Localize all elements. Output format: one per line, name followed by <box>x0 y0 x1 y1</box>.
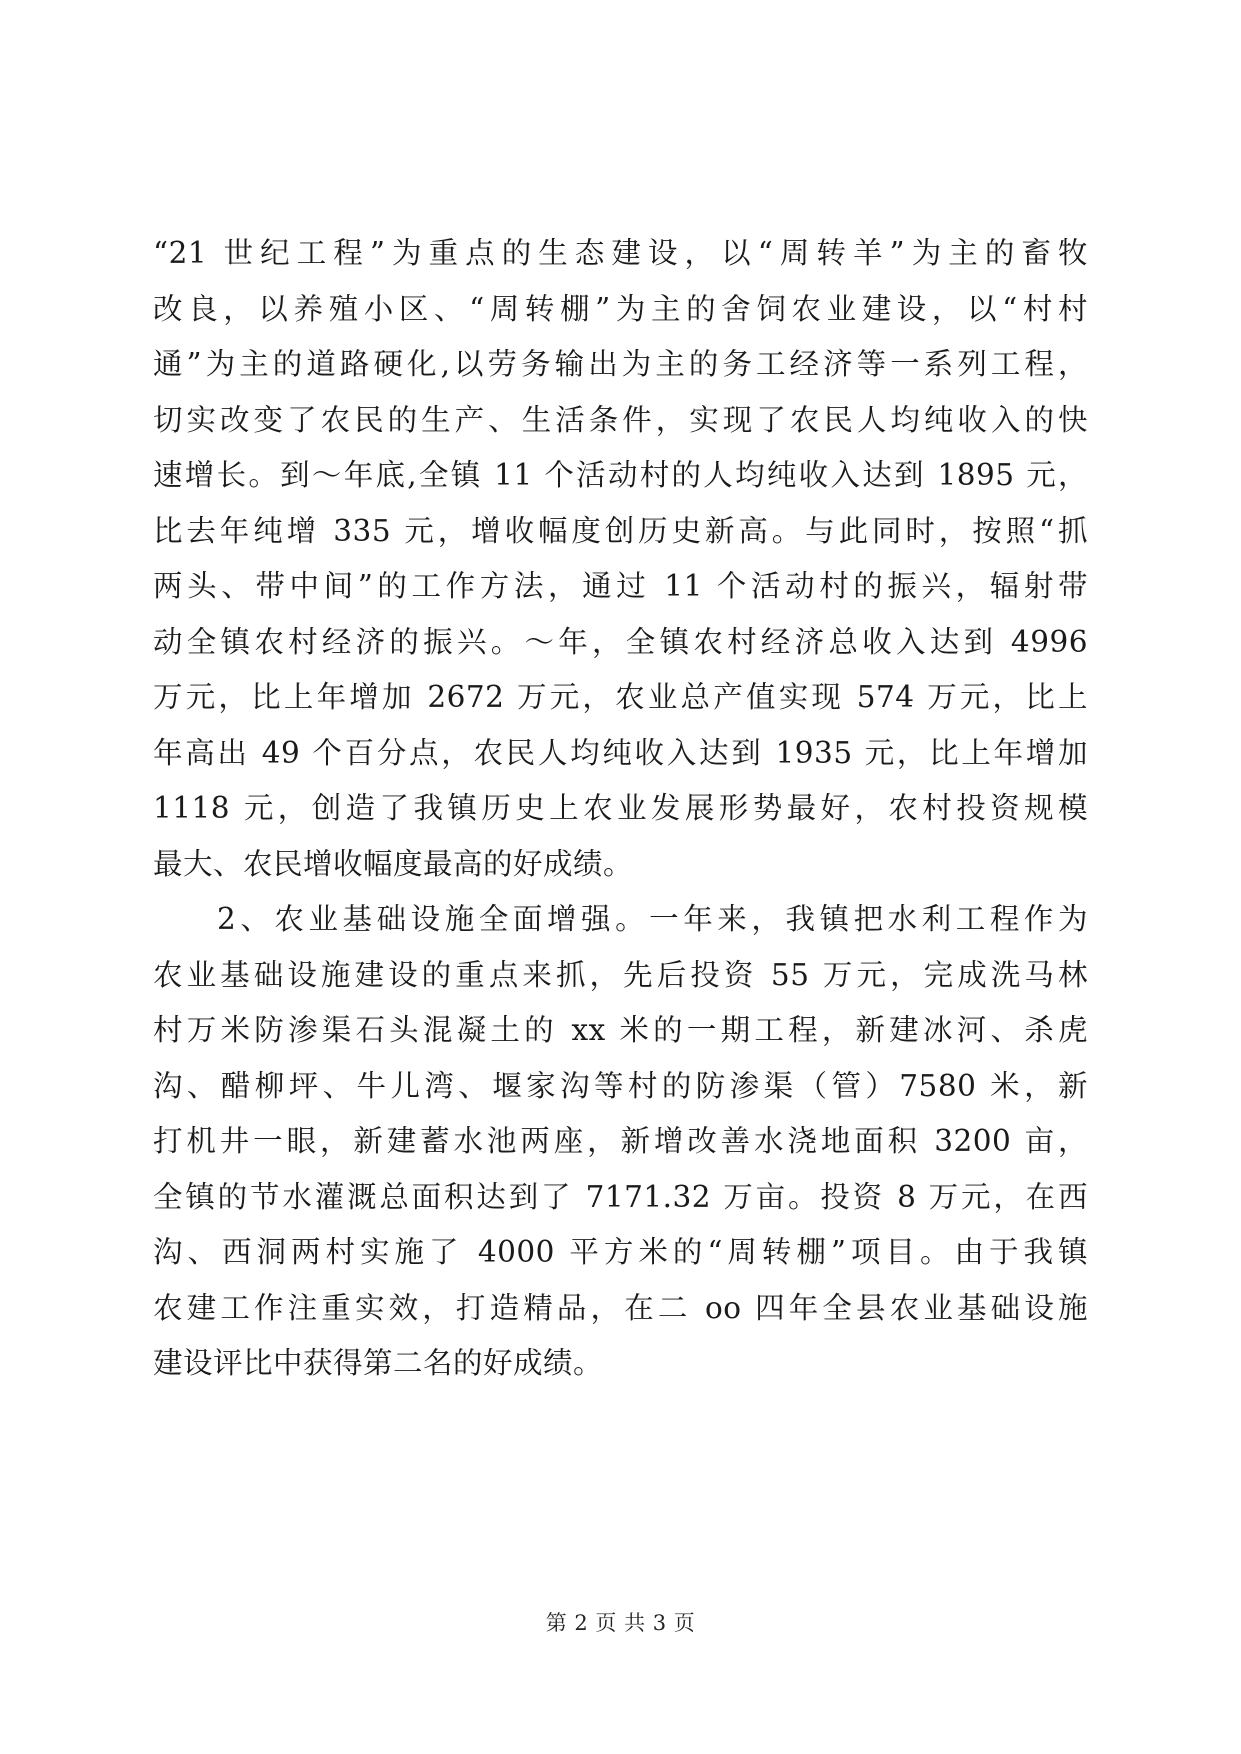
text-line: 打机井一眼，新建蓄水池两座，新增改善水浇地面积 3200 亩， <box>153 1124 1088 1158</box>
text-line: 农建工作注重实效，打造精品，在二 oo 四年全县农业基础设施 <box>153 1290 1088 1325</box>
text-line: 全镇的节水灌溉总面积达到了 7171.32 万亩。投资 8 万元，在西 <box>153 1179 1088 1214</box>
paragraph-1 <box>153 226 1088 892</box>
page-number-footer: 第 2 页 共 3 页 <box>545 1611 696 1635</box>
text-line: 沟、醋柳坪、牛儿湾、堰家沟等村的防渗渠（管）7580 米，新 <box>153 1068 1088 1103</box>
text-line: 最大、农民增收幅度最高的好成绩。 <box>153 846 634 881</box>
text-line: 比去年纯增 335 元，增收幅度创历史新高。与此同时，按照“抓 <box>153 513 1088 548</box>
text-line: 农业基础设施建设的重点来抓，先后投资 55 万元，完成洗马林 <box>153 957 1088 992</box>
text-line: 动全镇农村经济的振兴。～年，全镇农村经济总收入达到 4996 <box>153 624 1088 659</box>
text-line: 年高出 49 个百分点，农民人均纯收入达到 1935 元，比上年增加 <box>153 735 1088 770</box>
text-line: 速增长。到～年底,全镇 11 个活动村的人均纯收入达到 1895 元， <box>153 458 1088 492</box>
paragraph-2 <box>153 892 1088 1392</box>
text-line: “21 世纪工程”为重点的生态建设，以“周转羊”为主的畜牧 <box>153 236 1088 270</box>
text-line: 通”为主的道路硬化,以劳务输出为主的务工经济等一系列工程， <box>153 347 1088 381</box>
text-line: 村万米防渗渠石头混凝土的 xx 米的一期工程，新建冰河、杀虎 <box>153 1013 1088 1047</box>
text-line: 两头、带中间”的工作方法，通过 11 个活动村的振兴，辐射带 <box>153 569 1088 603</box>
text-line: 1118 元，创造了我镇历史上农业发展形势最好，农村投资规模 <box>153 791 1088 825</box>
text-line: 2、农业基础设施全面增强。一年来，我镇把水利工程作为 <box>217 902 1088 936</box>
text-line: 万元，比上年增加 2672 万元，农业总产值实现 574 万元，比上 <box>153 680 1088 714</box>
text-line: 改良，以养殖小区、“周转棚”为主的舍饲农业建设，以“村村 <box>153 291 1088 326</box>
document-body <box>153 226 1088 1392</box>
text-line: 沟、西洞两村实施了 4000 平方米的“周转棚”项目。由于我镇 <box>153 1235 1088 1269</box>
text-line: 切实改变了农民的生产、生活条件，实现了农民人均纯收入的快 <box>153 402 1088 437</box>
text-line: 建设评比中获得第二名的好成绩。 <box>153 1346 604 1380</box>
